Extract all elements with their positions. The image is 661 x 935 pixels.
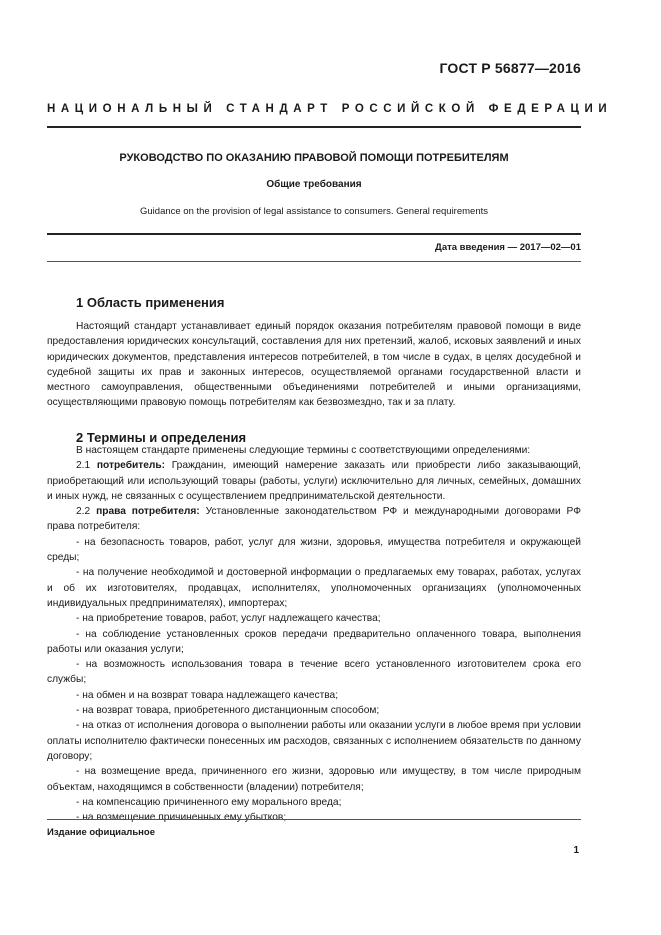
rights-list-item: - на возмещение причиненных ему убытков;	[76, 812, 287, 824]
term-number: 2.2	[76, 506, 97, 518]
rights-list-item: - на компенсацию причиненного ему морального вреда;	[76, 796, 342, 808]
section-2-heading: 2 Термины и определения	[76, 430, 247, 445]
page-number: 1	[573, 845, 579, 856]
rights-list-item: - на обмен и на возврат товара надлежащего качества;	[76, 689, 339, 701]
section-2-intro: В настоящем стандарте применены следующие термины с соответствующими определениями:	[76, 445, 531, 456]
document-title-english: Guidance on the provision of legal assistance to consumers. General requirements	[140, 206, 488, 217]
section-1-heading: 1 Область применения	[76, 295, 225, 310]
rights-list-item: - на возмещение вреда, причиненного его жизни, здоровью или имуществу, в том числе природным объектам, находящимся в собственности (владении) потребителя;	[47, 766, 581, 793]
rights-list-item: - на получение необходимой и достоверной информации о предлагаемых ему товарах, работах, услугах и об их изготовителях, продавцах, исполнителях, уполномоченных организациях (уполномоченных индивидуальных предпринимателях), импортерах;	[47, 567, 581, 609]
divider-thin	[47, 261, 581, 262]
rights-list-item: - на соблюдение установленных сроков передачи предварительно оплаченного товара, выполнения работы или оказания услуги;	[47, 628, 581, 655]
divider-top	[47, 126, 581, 128]
term-consumer-rights	[47, 504, 581, 535]
document-title: РУКОВОДСТВО ПО ОКАЗАНИЮ ПРАВОВОЙ ПОМОЩИ ПОТРЕБИТЕЛЯМ	[119, 152, 509, 164]
section-2-body	[47, 443, 581, 825]
divider-bottom	[47, 819, 581, 820]
rights-list-item: - на возврат товара, приобретенного дистанционным способом;	[76, 705, 380, 717]
rights-list-item: - на отказ от исполнения договора о выполнении работы или оказании услуги в любое время при условии оплаты исполнителю фактически понесенных им расходов, связанных с исполнением обязательств по данному договору;	[47, 720, 581, 762]
section-1-paragraph: Настоящий стандарт устанавливает единый порядок оказания потребителям правовой помощи в виде предоставления юридических консультаций, составления для них претензий, жалоб, исковых заявлений и иных юридических документов, представления интересов потребителей, в том числе в судах, в целях досудебной и судебной защиты их прав и законных интересов, осуществляемой органами государственной власти и местного самоуправления, общественными объединениями потребителей и иными организациями, осуществляющими правовую помощь потребителям как безвозмездно, так и за плату.	[47, 321, 581, 409]
term-name: потребитель:	[96, 460, 166, 472]
introduction-date: Дата введения — 2017—02—01	[435, 242, 581, 253]
term-consumer	[47, 458, 581, 504]
edition-label: Издание официальное	[47, 827, 155, 838]
divider-middle	[47, 233, 581, 235]
term-name: права потребителя:	[96, 506, 200, 518]
term-number: 2.1	[76, 460, 97, 472]
national-standard-label: НАЦИОНАЛЬНЫЙ СТАНДАРТ РОССИЙСКОЙ ФЕДЕРАЦИИ	[47, 103, 613, 115]
term-definition: Гражданин, имеющий намерение заказать или приобрести либо заказывающий, приобретающий или использующий товары (работы, услуги) исключительно для личных, семейных, домашних и иных нужд, не связанных с осуществлением предпринимательской деятельности.	[47, 460, 581, 502]
rights-list-item: - на возможность использования товара в течение всего установленного изготовителем срока его службы;	[47, 659, 581, 686]
term-definition: Установленные законодательством РФ и международными договорами РФ права потребителя:	[47, 506, 581, 533]
section-1-body	[47, 319, 581, 411]
document-subtitle: Общие требования	[266, 179, 362, 190]
rights-list-item: - на приобретение товаров, работ, услуг надлежащего качества;	[76, 613, 381, 625]
gost-number: ГОСТ Р 56877—2016	[439, 60, 581, 76]
rights-list-item: - на безопасность товаров, работ, услуг для жизни, здоровья, имущества потребителя и окружающей среды;	[47, 536, 581, 564]
